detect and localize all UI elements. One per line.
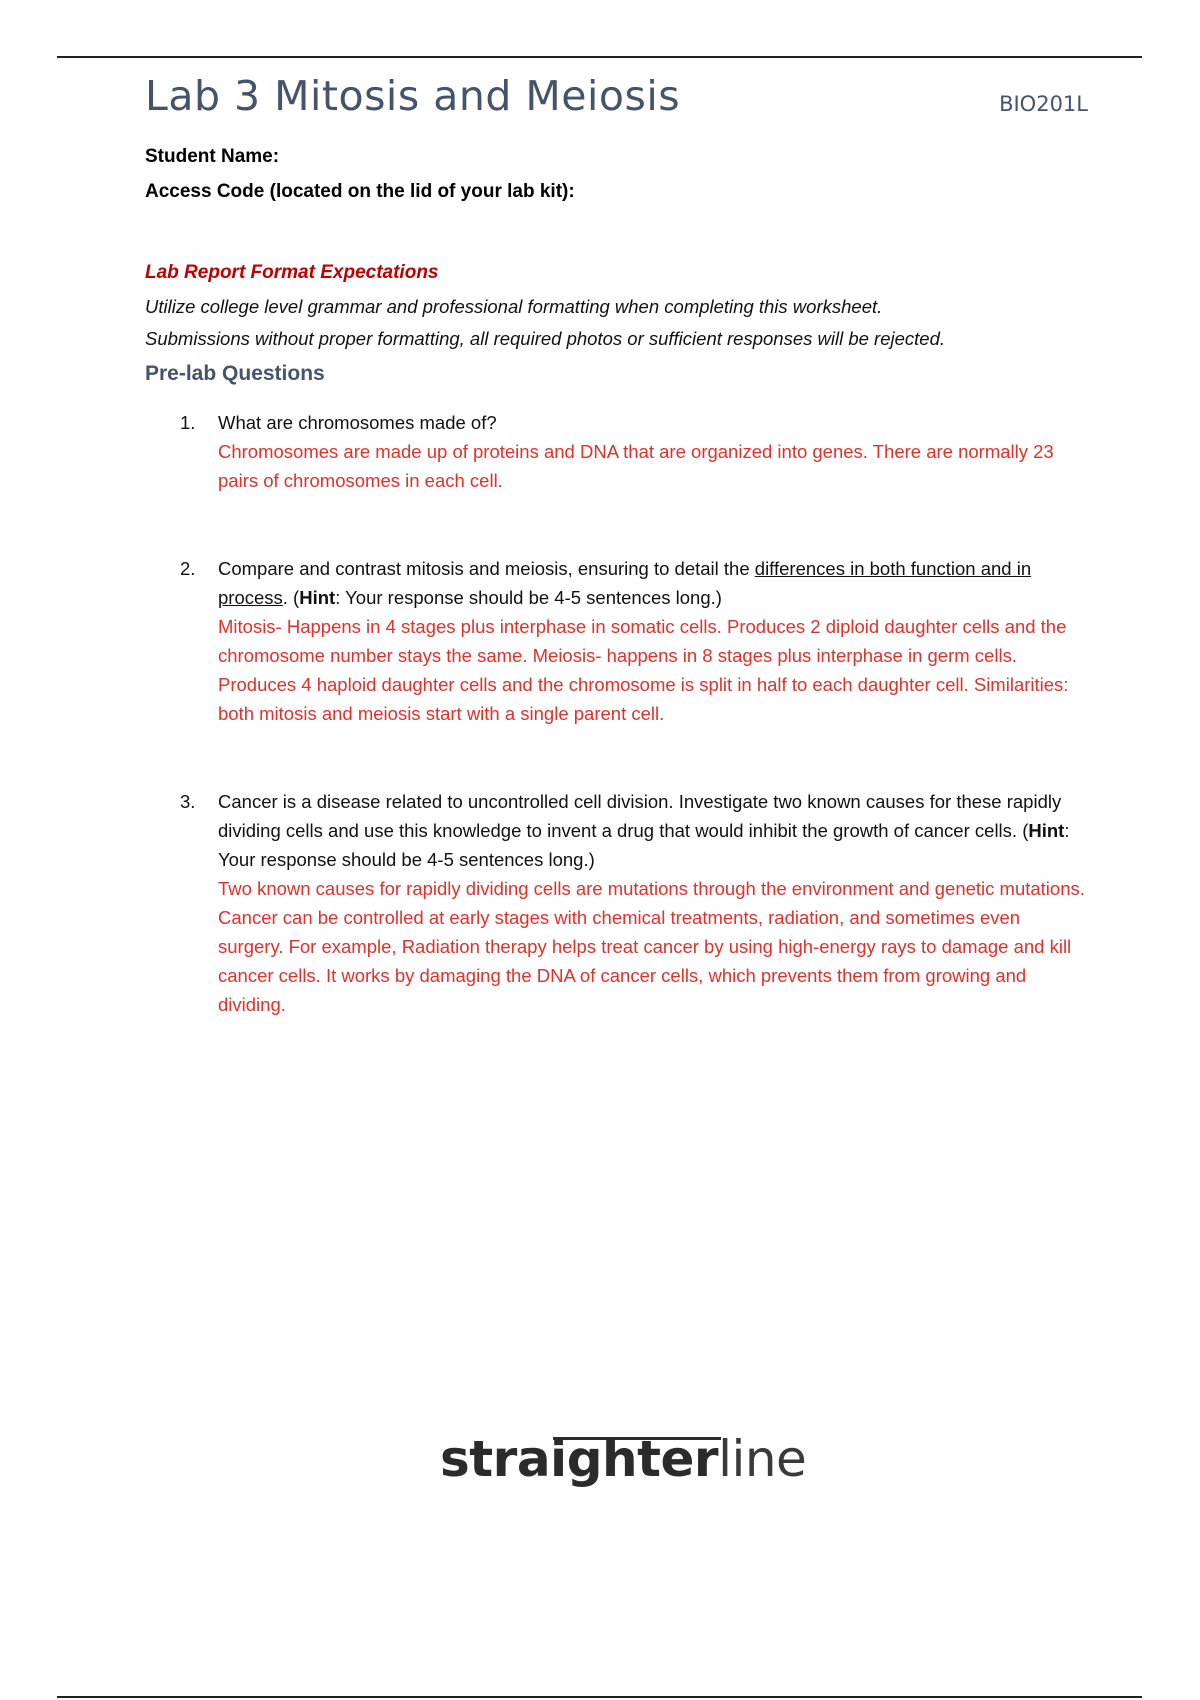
bottom-rule: [57, 1696, 1142, 1698]
question-text-part: Compare and contrast mitosis and meiosis, ensuring to detail the: [218, 558, 755, 579]
logo-light-part: line: [718, 1430, 807, 1488]
question-text: [218, 558, 1031, 608]
format-line-2: Submissions without proper formatting, all required photos or sufficient responses will be rejected.: [145, 328, 946, 349]
format-line-1: Utilize college level grammar and professional formatting when completing this worksheet.: [145, 296, 883, 317]
access-code-label: Access Code (located on the lid of your lab kit):: [145, 181, 575, 202]
answer-text: Mitosis- Happens in 4 stages plus interphase in somatic cells. Produces 2 diploid daughter cells and the chromosome number stays the same. Meiosis- happens in 8 stages plus interphase in germ cells. Produces 4 haploid daughter cells and the chromosome is split in half to each daughter cell. Similarities: both mitosis and meiosis start with a single parent cell.: [218, 616, 1069, 724]
course-code: BIO201L: [999, 92, 1088, 116]
question-item: [180, 787, 1085, 1019]
hint: [299, 587, 722, 608]
question-text: [218, 791, 1069, 870]
hint-label: Hint: [1028, 820, 1065, 841]
page-title: Lab 3 Mitosis and Meiosis: [145, 72, 681, 120]
hint-text: : Your response should be 4-5 sentences long.): [218, 820, 1070, 870]
question-number: 1.: [180, 412, 196, 433]
straighterline-logo: [440, 1430, 806, 1488]
hint-label: Hint: [299, 587, 336, 608]
question-text-part: . (: [282, 587, 300, 608]
question-list: [180, 408, 1085, 1019]
question-number: 2.: [180, 558, 196, 579]
question-underlined-text: differences in both function and in process: [218, 558, 1032, 608]
question-item: [180, 554, 1085, 728]
question-number: 3.: [180, 791, 196, 812]
hint-text: : Your response should be 4-5 sentences long.): [335, 587, 722, 608]
question-text: What are chromosomes made of?: [218, 412, 497, 433]
prelab-heading: Pre-lab Questions: [145, 362, 325, 385]
format-heading: Lab Report Format Expectations: [145, 262, 439, 283]
answer-text: Two known causes for rapidly dividing cells are mutations through the environment and genetic mutations. Cancer can be controlled at early stages with chemical treatments, radiation, and sometimes even surgery. For example, Radiation therapy helps treat cancer by using high-energy rays to damage and kill cancer cells. It works by damaging the DNA of cancer cells, which prevents them from growing and dividing.: [218, 878, 1085, 1015]
question-item: [180, 408, 1085, 495]
student-name-label: Student Name:: [145, 146, 280, 167]
top-rule: [57, 56, 1142, 58]
answer-text: Chromosomes are made up of proteins and DNA that are organized into genes. There are normally 23 pairs of chromosomes in each cell.: [218, 441, 1054, 491]
question-text-part: Cancer is a disease related to uncontrolled cell division. Investigate two known causes for these rapidly dividing cells and use this knowledge to invent a drug that would inhibit the growth of cancer cells. (: [218, 791, 1062, 841]
logo-bold-part: straighter: [440, 1430, 719, 1488]
